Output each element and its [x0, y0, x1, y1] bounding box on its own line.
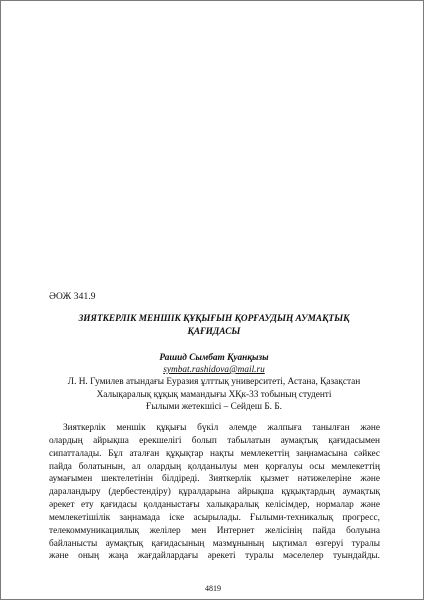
- abstract-line: Зияткерлік меншік құқығы бүкіл әлемде жалпыға танылған және: [63, 423, 380, 433]
- article-title-line: ЗИЯТКЕРЛІК МЕНШІК ҚҰҚЫҒЫН ҚОРҒАУДЫҢ АУМАҚТЫҚ: [78, 314, 350, 324]
- abstract-line: аумағымен шектелетінін білдіреді. Зияткерлік қызмет нәтижелеріне және: [49, 474, 380, 485]
- udc-code: ӘОЖ 341.9: [49, 292, 96, 302]
- affiliation-line: Халықаралық құқық мамандығы ХҚк-33 тобының студенті: [96, 389, 332, 400]
- abstract-line: байланысты аумақтық қағидасының мазмұнының ықтимал өзгеруі туралы: [49, 538, 380, 549]
- author-affiliation: [53, 376, 375, 414]
- abstract-line: телекоммуникациялық желілер мен Интернет желісінің пайда болуына: [49, 525, 380, 536]
- article-title-line: ҚАҒИДАСЫ: [187, 327, 241, 337]
- abstract-line: әрекет ету қағидасы қолданыстағы халықаралық келісімдер, нормалар және: [49, 500, 380, 511]
- author-email-link[interactable]: symbat.rashidova@mail.ru: [163, 365, 265, 375]
- abstract-line: және оның жаңа жағдайлардағы әрекеті туралы мәселелер туындайды.: [49, 551, 380, 562]
- abstract-line: мемлекетішілік заңнамада іске асырылады. Ғылыми-техникалық прогресс,: [49, 512, 380, 523]
- abstract-line: сипатталады. Бұл аталған құқықтар нақты мемлекеттің заңнамасына сәйкес: [49, 448, 380, 459]
- author-name: Рашид Сымбат Қуанқызы: [159, 353, 269, 363]
- affiliation-line: Ғылыми жетекшісі – Сейдеш Б. Б.: [146, 402, 282, 413]
- abstract-line: пайда болатынын, ал олардың қолданылуы мен қорғалуы осы мемлекеттің: [49, 461, 380, 472]
- abstract-line: дараландыру (дербестендіру) құралдарына айрықша құқықтардың аумақтық: [49, 487, 380, 498]
- page-number: 4819: [205, 584, 221, 593]
- affiliation-line: Л. Н. Гумилев атындағы Еуразия ұлттық университеті, Астана, Қазақстан: [67, 377, 361, 387]
- abstract-paragraph: [49, 422, 380, 563]
- abstract-line: олардың айрықша ерекшелігі болып табылатын аумақтық қағидасымен: [49, 435, 380, 446]
- article-title: [53, 313, 375, 339]
